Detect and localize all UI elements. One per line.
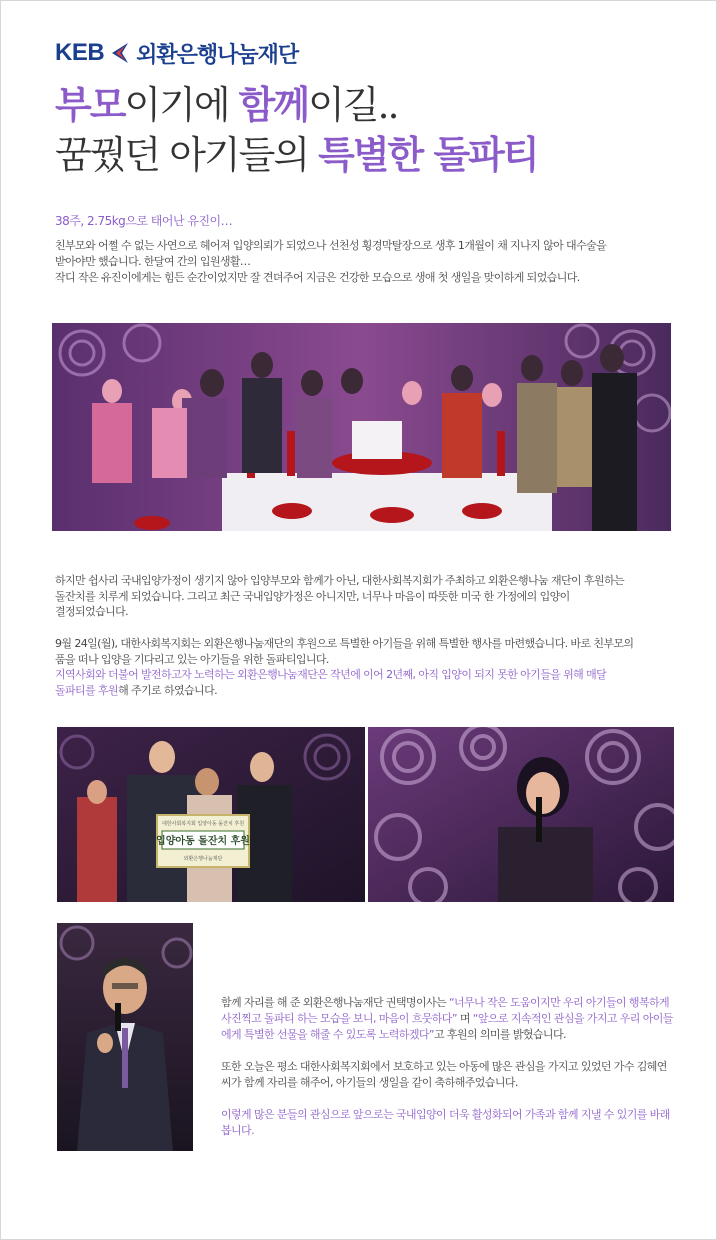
headline-text: 꿈꿨던 아기들의 — [55, 133, 319, 178]
headline-text: 이기에 — [124, 83, 239, 127]
body-paragraph-2 — [55, 636, 675, 698]
intro-line: 받아야만 했습니다. 한달여 간의 입원생활… — [55, 255, 251, 268]
singer-photo — [368, 727, 674, 902]
intro-line: 친부모와 어쩔 수 없는 사연으로 헤어져 입양의뢰가 되었으나 선천성 횡경막탈장으로 생후 1개월이 채 지나지 않아 대수술을 — [55, 239, 607, 252]
para-accent: 지역사회와 더불어 발전하고자 노력하는 외환은행나눔재단은 작년에 이어 2년째, 아직 입양이 되지 못한 아기들을 위해 매달 — [55, 668, 607, 681]
para-accent: 돌파티를 후원 — [55, 683, 119, 697]
intro-line: 작디 작은 유진이에게는 힘든 순간이었지만 잘 견뎌주어 지금은 건강한 모습으로 생애 첫 생일을 맞이하게 되었습니다. — [55, 271, 580, 284]
quote-paragraph-3: 이렇게 많은 분들의 관심으로 앞으로는 국내입양이 더욱 활성화되어 가족과 함께 지낼 수 있기를 바래봅니다. — [221, 1108, 670, 1137]
para-line: 하지만 쉽사리 국내입양가정이 생기지 않아 입양부모와 함께가 아닌, 대한사회복지회가 주최하고 외환은행나눔 재단이 후원하는 — [55, 574, 625, 587]
headline-accent: 부모 — [55, 82, 125, 127]
para-line: 9월 24일(월), 대한사회복지회는 외환은행나눔재단의 후원으로 특별한 아기들을 위해 특별한 행사를 마련했습니다. 바로 친부모의 — [55, 637, 634, 650]
body-paragraph-1 — [55, 573, 675, 620]
quote-block — [221, 995, 676, 1155]
para-line: 결정되었습니다. — [55, 605, 129, 618]
headline-text: 이길.. — [308, 83, 398, 127]
headline-accent: 함께 — [238, 82, 309, 127]
sign-main-text: 입양아동 돌잔치 후원 — [156, 836, 250, 847]
headline-line-1 — [55, 80, 675, 130]
para-line: 해 주기로 하였습니다. — [118, 683, 217, 697]
quote-paragraph-1 — [221, 995, 676, 1043]
headline-accent: 특별한 돌파티 — [318, 132, 538, 178]
quote-accent: “앞으로 지속적인 관심을 가지고 우리 아이들에게 특별한 선물을 해줄 수 있도록 노력하겠다” — [221, 1012, 673, 1041]
para-line: 품을 떠나 입양을 기다리고 있는 아기들을 위한 돌파티입니다. — [55, 652, 329, 666]
quote-paragraph-2: 또한 오늘은 평소 대한사회복지회에서 보호하고 있는 아동에 많은 관심을 가지고 있었던 가수 김혜연씨가 함께 자리를 해주어, 아기들의 생일을 같이 축하해주었습니다. — [221, 1060, 667, 1089]
group-party-photo — [52, 323, 671, 531]
quote-text: 며 — [456, 1012, 473, 1025]
speaker-photo — [57, 923, 193, 1151]
headline — [55, 80, 675, 181]
sign-header-text: 대한사회복지회 입양아동 돌잔치 후원 — [161, 821, 245, 827]
quote-text: 함께 자리를 해 준 외환은행나눔재단 권택명이사는 — [221, 996, 449, 1009]
quote-text: 고 후원의 의미를 밝혔습니다. — [433, 1028, 566, 1041]
donation-presentation-photo — [57, 727, 365, 902]
logo — [55, 38, 298, 68]
logo-name: 외환은행나눔재단 — [136, 42, 299, 68]
intro-subtitle: 38주, 2.75kg으로 태어난 유진이… — [55, 214, 233, 228]
logo-mark-icon — [108, 42, 130, 64]
quote-accent: “너무나 작은 도움이지만 우리 아기들이 행복하게 사진찍고 돌파티 하는 모습을 보니, 마음이 흐뭇하다” — [221, 996, 670, 1025]
intro-body — [55, 238, 675, 286]
headline-line-2 — [55, 130, 675, 180]
logo-brand: KEB — [55, 39, 105, 66]
para-line: 돌잔치를 치루게 되었습니다. 그리고 최근 국내입양가정은 아니지만, 너무나 마음이 따뜻한 미국 한 가정에의 입양이 — [55, 589, 570, 603]
sign-footer-text: 외환은행나눔재단 — [183, 856, 223, 862]
